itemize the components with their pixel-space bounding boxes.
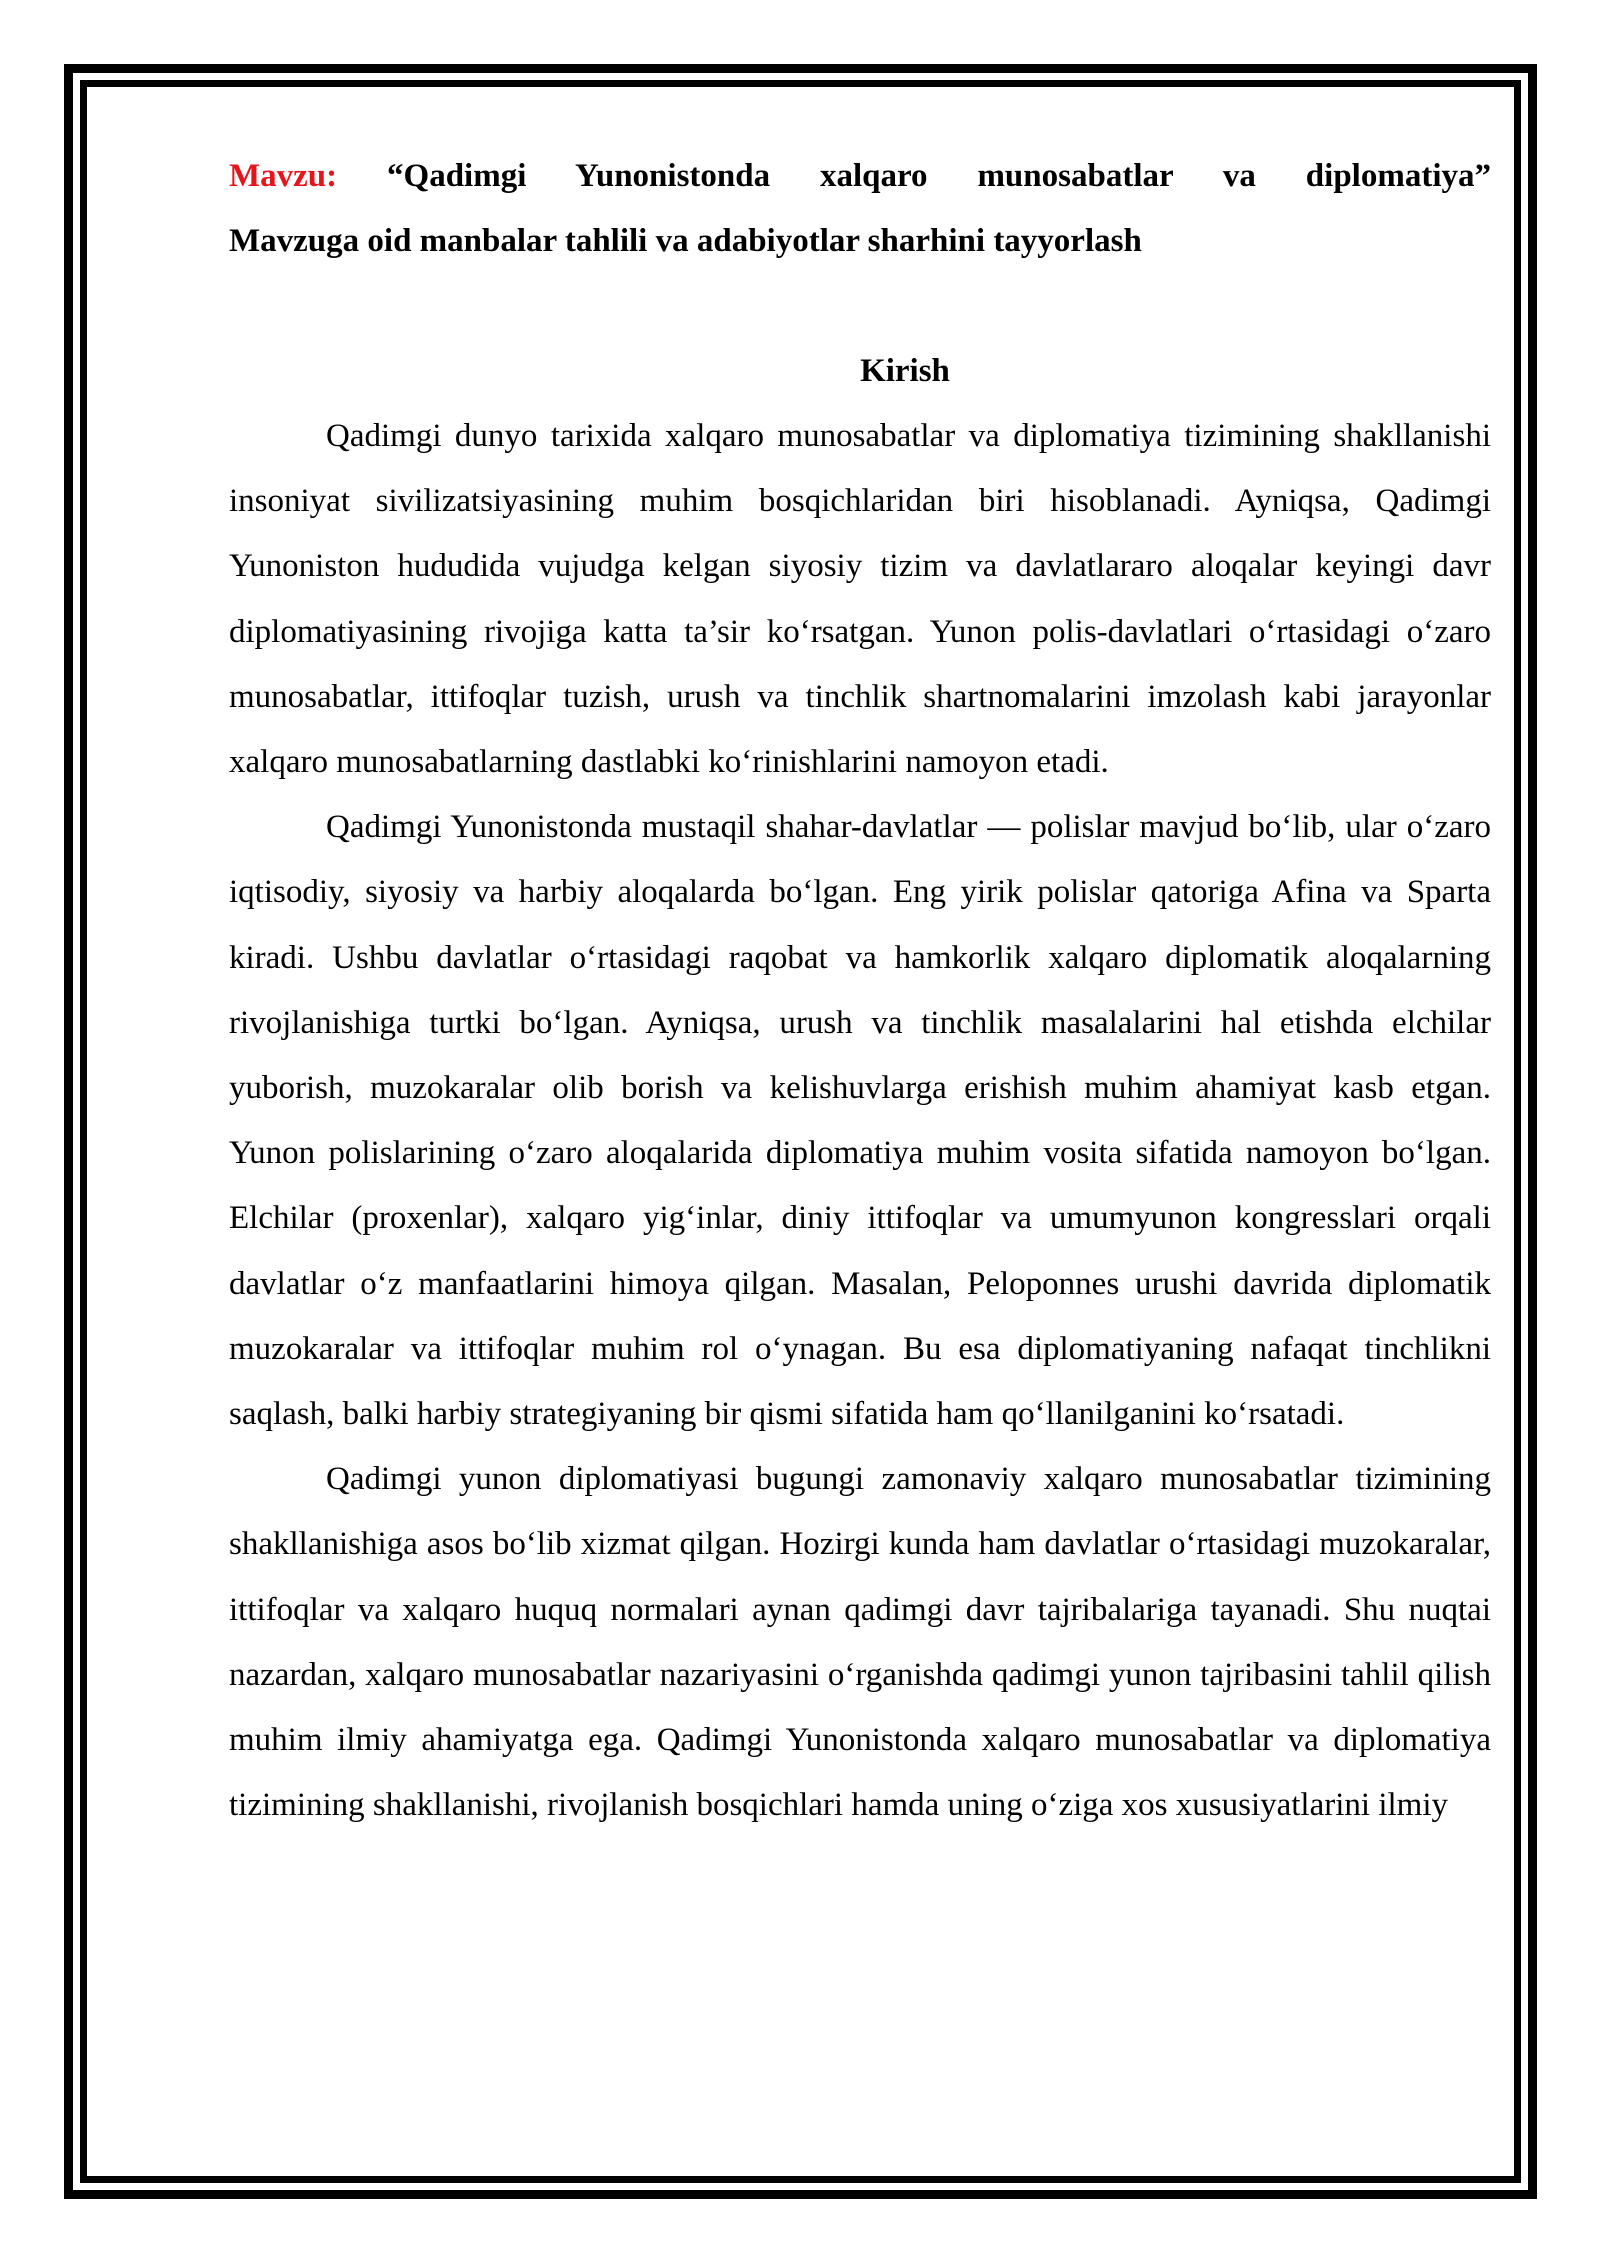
document-title	[229, 144, 1491, 274]
paragraph-3: Qadimgi yunon diplomatiyasi bugungi zamonaviy xalqaro munosabatlar tizimining shakllanishiga asos bo‘lib xizmat qilgan. Hozirgi kunda ham davlatlar o‘rtasidagi muzokaralar, ittifoqlar va xalqaro huquq normalari aynan qadimgi davr tajribalariga tayanadi. Shu nuqtai nazardan, xalqaro munosabatlar nazariyasini o‘rganishda qadimgi yunon tajribasini tahlil qilish muhim ilmiy ahamiyatga ega. Qadimgi Yunonistonda xalqaro munosabatlar va diplomatiya tizimining shakllanishi, rivojlanish bosqichlari hamda uning o‘ziga xos xususiyatlarini ilmiy	[229, 1461, 1491, 1824]
title-subtitle: Mavzuga oid manbalar tahlili va adabiyotlar sharhini tayyorlash	[229, 223, 1142, 259]
title-label: Mavzu:	[229, 158, 338, 194]
paragraph-1: Qadimgi dunyo tarixida xalqaro munosabatlar va diplomatiya tizimining shakllanishi insoniyat sivilizatsiyasining muhim bosqichlaridan biri hisoblanadi. Ayniqsa, Qadimgi Yunoniston hududida vujudga kelgan siyosiy tizim va davlatlararo aloqalar keyingi davr diplomatiyasining rivojiga katta ta’sir ko‘rsatgan. Yunon polis-davlatlari o‘rtasidagi o‘zaro munosabatlar, ittifoqlar tuzish, urush va tinchlik shartnomalarini imzolash kabi jarayonlar xalqaro munosabatlarning dastlabki ko‘rinishlarini namoyon etadi.	[229, 418, 1491, 781]
title-line-1	[229, 144, 1491, 209]
paragraph-2: Qadimgi Yunonistonda mustaqil shahar-davlatlar — polislar mavjud bo‘lib, ular o‘zaro iqtisodiy, siyosiy va harbiy aloqalarda bo‘lgan. Eng yirik polislar qatoriga Afina va Sparta kiradi. Ushbu davlatlar o‘rtasidagi raqobat va hamkorlik xalqaro diplomatik aloqalarning rivojlanishiga turtki bo‘lgan. Ayniqsa, urush va tinchlik masalalarini hal etishda elchilar yuborish, muzokaralar olib borish va kelishuvlarga erishish muhim ahamiyat kasb etgan. Yunon polislarining o‘zaro aloqalarida diplomatiya muhim vosita sifatida namoyon bo‘lgan. Elchilar (proxenlar), xalqaro yig‘inlar, diniy ittifoqlar va umumyunon kongresslari orqali davlatlar o‘z manfaatlarini himoya qilgan. Masalan, Peloponnes urushi davrida diplomatik muzokaralar va ittifoqlar muhim rol o‘ynagan. Bu esa diplomatiyaning nafaqat tinchlikni saqlash, balki harbiy strategiyaning bir qismi sifatida ham qo‘llanilganini ko‘rsatadi.	[229, 809, 1491, 1433]
body-text	[229, 404, 1491, 1838]
document-body	[229, 144, 1491, 1824]
title-main: “Qadimgi Yunonistonda xalqaro munosabatlar va diplomatiya”	[387, 158, 1491, 194]
section-heading: Kirish	[860, 353, 950, 389]
